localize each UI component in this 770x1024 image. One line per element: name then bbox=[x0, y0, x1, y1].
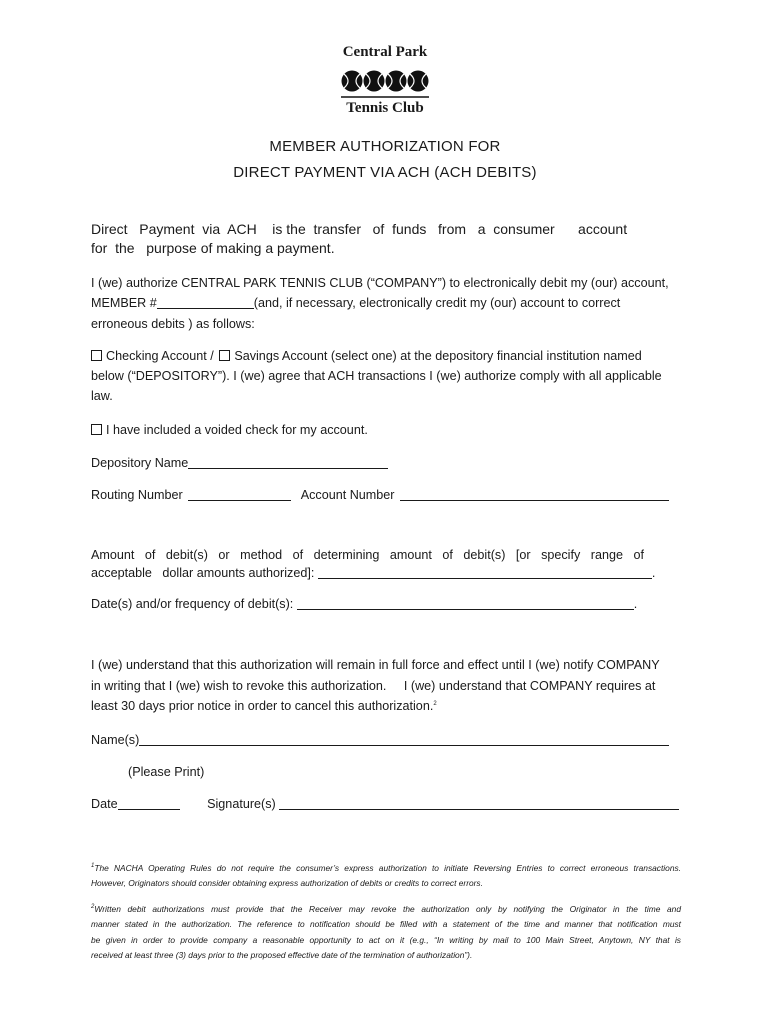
revoke-line1: I (we) understand that this authorization will remain in full force and effect until I (we) notify COMPANY bbox=[91, 658, 660, 672]
footnote-1-line1: The NACHA Operating Rules do not require the consumer’s express authorization to initiate Reversing Entries to correct erroneous transactions. bbox=[94, 862, 681, 873]
date-signature-row bbox=[91, 797, 679, 811]
form-title-line1: MEMBER AUTHORIZATION FOR bbox=[269, 138, 501, 155]
footnote-2 bbox=[91, 900, 681, 964]
signature-label: Signature(s) bbox=[207, 797, 280, 811]
date-field[interactable] bbox=[118, 797, 180, 810]
depository-name-label: Depository Name bbox=[91, 456, 189, 470]
footnote-2-line1: Written debit authorizations must provide that the Receiver may revoke the authorization only by notifying the Originator in the time and bbox=[94, 903, 681, 914]
depository-name-row bbox=[91, 456, 388, 470]
dates-field[interactable] bbox=[297, 597, 634, 610]
account-type-line1 bbox=[91, 349, 642, 363]
footnote-2-number: 2 bbox=[91, 904, 95, 910]
revoke-line3 bbox=[91, 699, 437, 713]
footnote-2-line3: be given in order to provide company a reasonable opportunity to act on it (e.g., “In writing by mail to 100 Main Street, Anytown, NY that is bbox=[91, 934, 681, 945]
amount-label: acceptable dollar amounts authorized]: bbox=[91, 566, 318, 580]
voided-check-row bbox=[91, 423, 368, 437]
footnote-1-number: 1 bbox=[91, 863, 95, 869]
footnote-1-line2: However, Originators should consider obtaining express authorization of debits or credits to correct errors. bbox=[91, 878, 483, 889]
signature-field[interactable] bbox=[279, 797, 679, 810]
authorize-line2 bbox=[91, 296, 620, 310]
form-title-line2: DIRECT PAYMENT VIA ACH (ACH DEBITS) bbox=[233, 164, 537, 181]
account-number-label: Account Number bbox=[300, 488, 395, 502]
dates-label: Date(s) and/or frequency of debit(s): bbox=[91, 597, 297, 611]
authorize-line1: I (we) authorize CENTRAL PARK TENNIS CLUB (“COMPANY”) to electronically debit my (our) account, bbox=[91, 276, 669, 290]
amount-line1: Amount of debit(s) or method of determining amount of debit(s) [or specify range of bbox=[91, 548, 644, 562]
routing-account-row bbox=[91, 488, 669, 502]
tennis-balls-icon bbox=[341, 64, 429, 98]
names-row bbox=[91, 733, 669, 747]
names-label: Name(s) bbox=[91, 733, 140, 747]
footnote-2-line4: received at least three (3) days prior to the proposed effective date of the termination of authorization”). bbox=[91, 950, 473, 961]
footnote-1 bbox=[91, 859, 681, 892]
account-type-line3: law. bbox=[91, 389, 113, 403]
savings-account-checkbox[interactable] bbox=[219, 350, 230, 361]
logo-bottom-text: Tennis Club bbox=[346, 100, 424, 116]
revoke-line3-text: least 30 days prior notice in order to cancel this authorization. bbox=[91, 699, 434, 713]
footnote-2-line2: manner stated in the authorization. The reference to notification should be filled with a statement of the time and manner that notification must bbox=[91, 919, 681, 930]
member-number-field[interactable] bbox=[157, 296, 254, 309]
checking-account-label: Checking Account / bbox=[106, 349, 214, 363]
date-label: Date bbox=[91, 797, 118, 811]
intro-line2: for the purpose of making a payment. bbox=[91, 240, 335, 256]
please-print-note: (Please Print) bbox=[128, 765, 205, 779]
footnote-ref-2: 2 bbox=[433, 700, 437, 707]
amount-line2: acceptable dollar amounts authorized]: . bbox=[91, 566, 656, 580]
checking-account-checkbox[interactable] bbox=[91, 350, 102, 361]
depository-name-field[interactable] bbox=[188, 456, 388, 469]
voided-check-checkbox[interactable] bbox=[91, 424, 102, 435]
authorize-line3: erroneous debits ) as follows: bbox=[91, 317, 255, 331]
dates-row: Date(s) and/or frequency of debit(s): . bbox=[91, 597, 638, 611]
account-number-field[interactable] bbox=[400, 488, 669, 501]
member-number-label: MEMBER # bbox=[91, 296, 157, 310]
amount-field[interactable] bbox=[318, 566, 652, 579]
names-field[interactable] bbox=[139, 733, 669, 746]
routing-number-field[interactable] bbox=[188, 488, 291, 501]
savings-account-label: Savings Account (select one) at the depository financial institution named bbox=[234, 349, 642, 363]
intro-line1: Direct Payment via ACH is the transfer of funds from a consumer account bbox=[91, 221, 628, 237]
revoke-line2: in writing that I (we) wish to revoke this authorization. I (we) understand that COMPANY requires at bbox=[91, 679, 656, 693]
voided-check-label: I have included a voided check for my account. bbox=[106, 423, 368, 437]
authorize-line2-suffix: (and, if necessary, electronically credit my (our) account to correct bbox=[253, 296, 621, 310]
account-type-line2: below (“DEPOSITORY”). I (we) agree that ACH transactions I (we) authorize comply with all applicable bbox=[91, 369, 662, 383]
logo-top-text: Central Park bbox=[342, 44, 428, 60]
club-logo bbox=[337, 44, 433, 120]
routing-number-label: Routing Number bbox=[91, 488, 183, 502]
